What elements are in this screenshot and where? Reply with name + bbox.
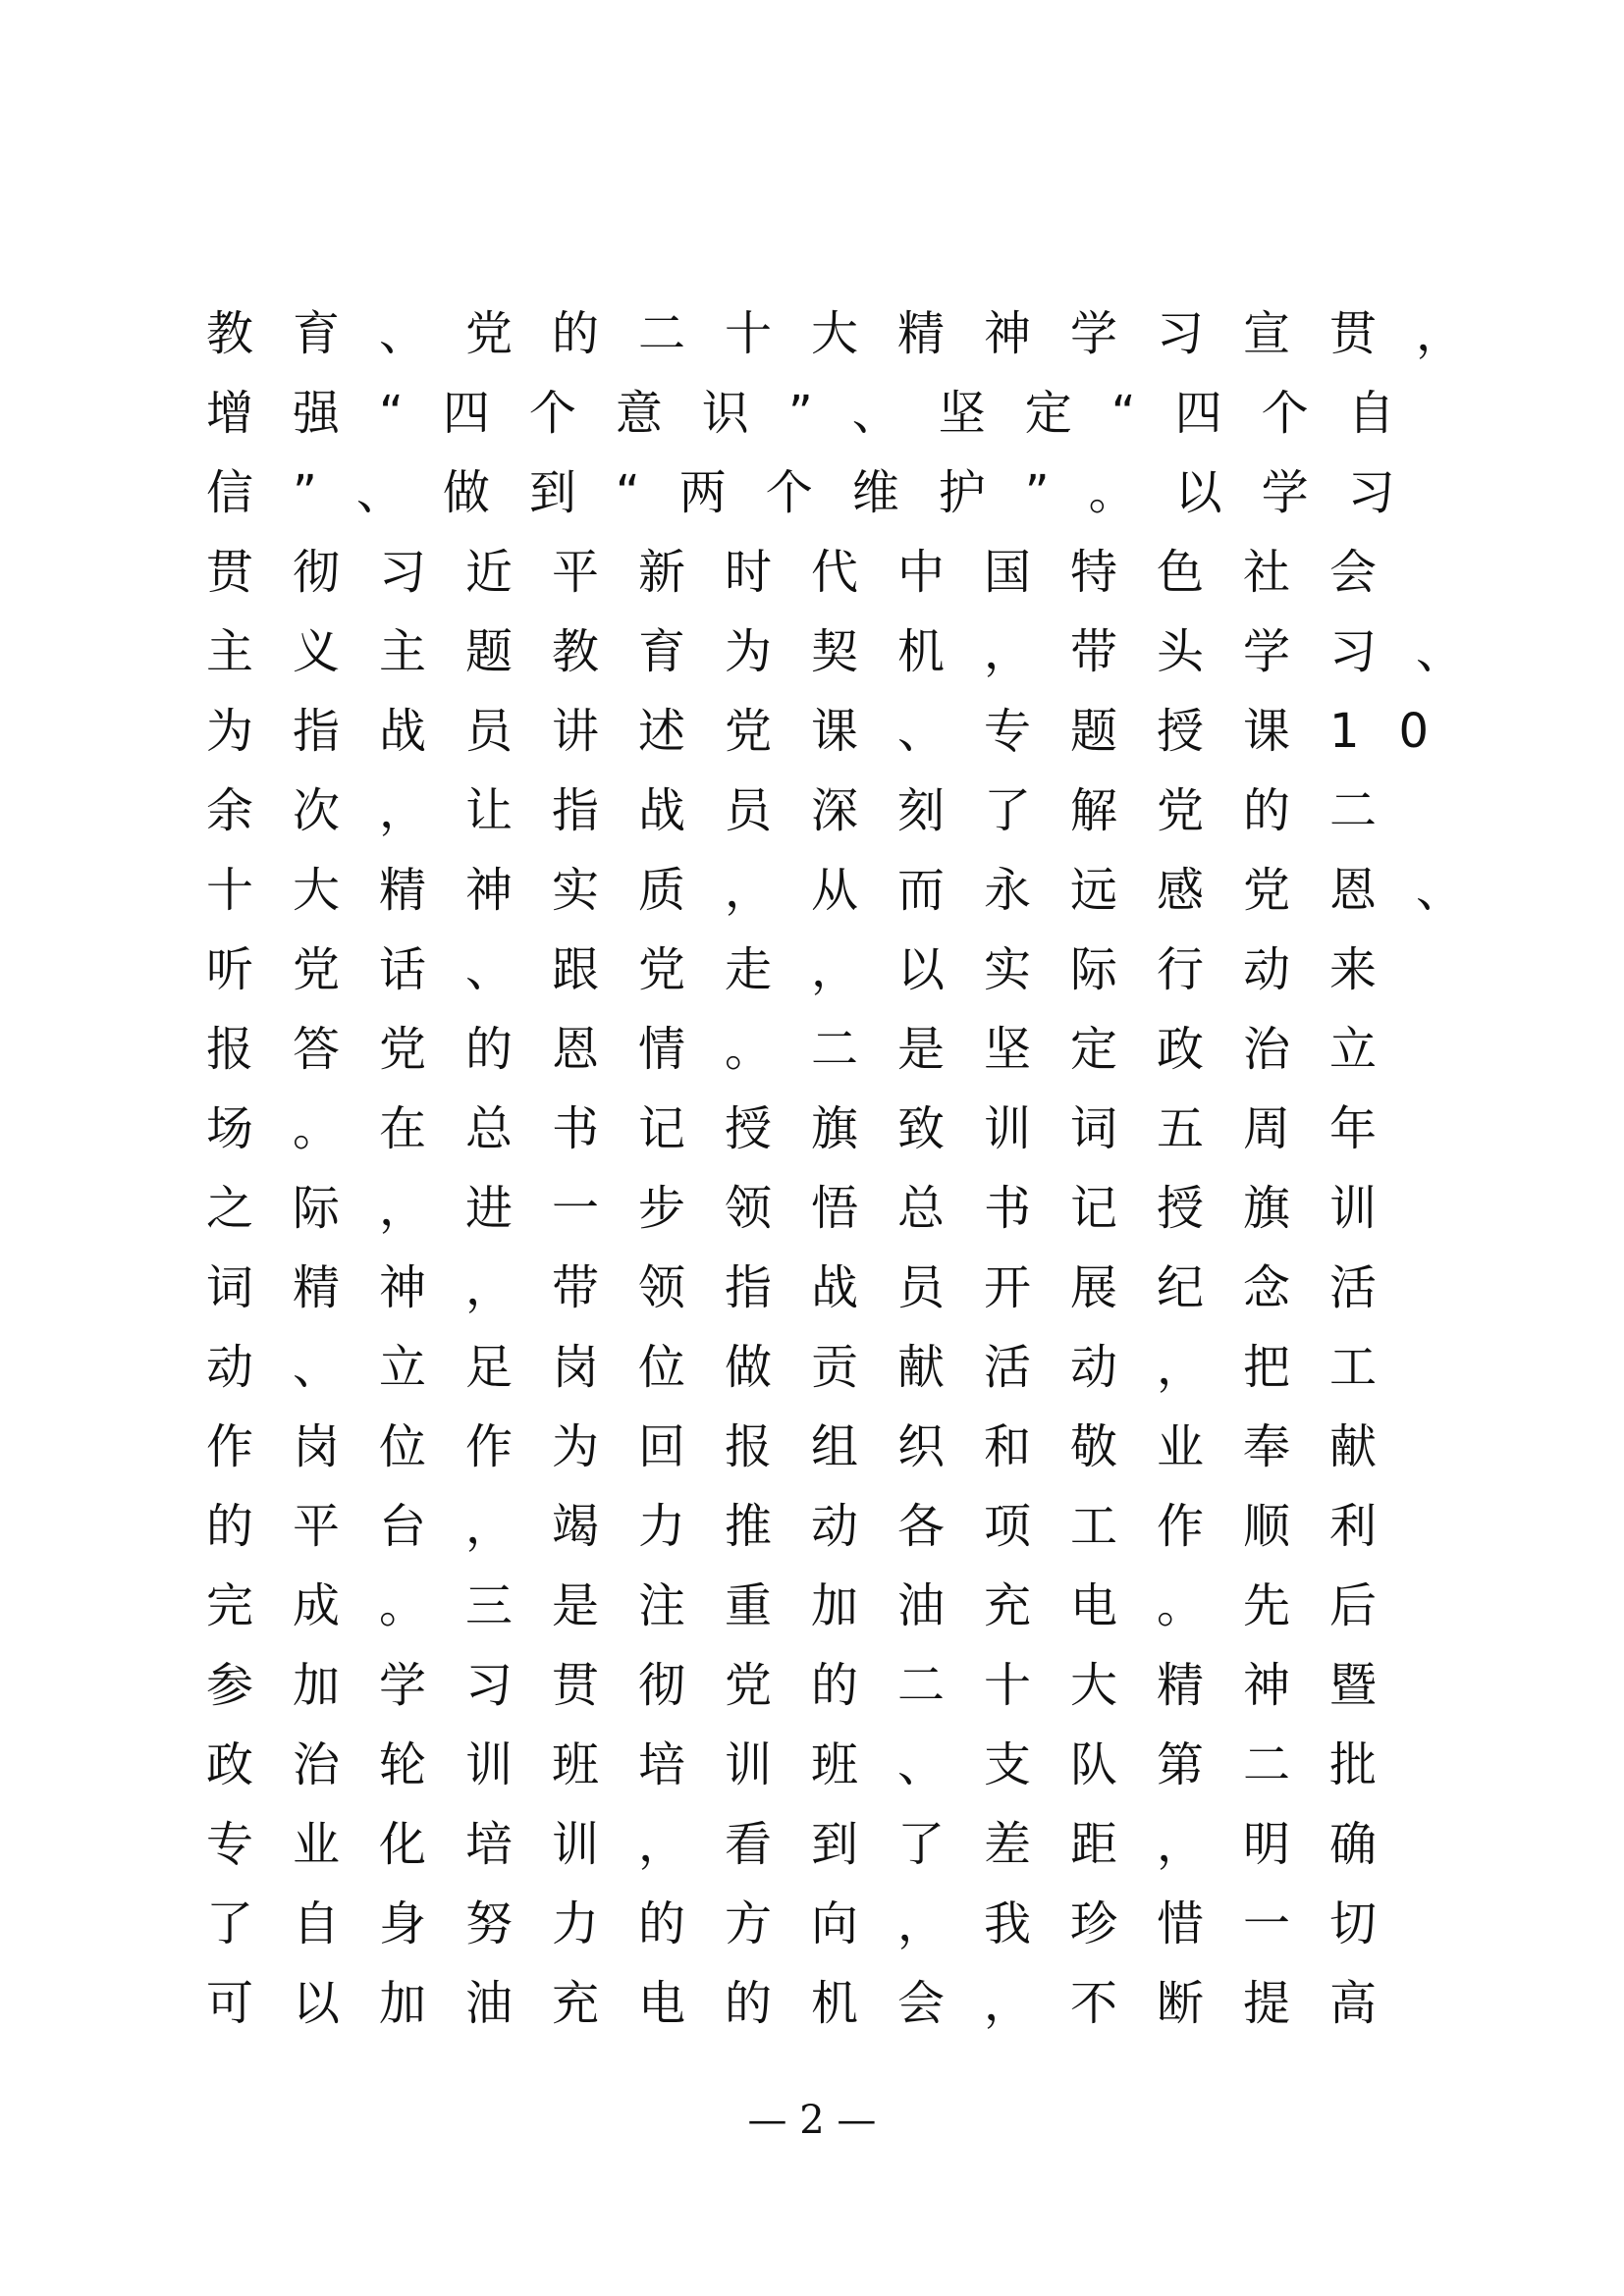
text-line-8: 十大精神实质，从而永远感党恩、 [206, 863, 1503, 918]
text-line-7: 余次，让指战员深刻了解党的二 [206, 783, 1417, 838]
text-line-19: 政治轮训班培训班、支队第二批 [206, 1737, 1417, 1792]
text-line-5: 主义主题教育为契机，带头学习、 [206, 624, 1503, 679]
text-line-14: 动、立足岗位做贡献活动，把工 [206, 1340, 1417, 1395]
text-line-18: 参加学习贯彻党的二十大精神暨 [206, 1658, 1417, 1713]
text-line-17: 完成。三是注重加油充电。先后 [206, 1578, 1417, 1633]
text-line-13: 词精神，带领指战员开展纪念活 [206, 1260, 1417, 1315]
text-line-11: 场。在总书记授旗致训词五周年 [206, 1101, 1417, 1156]
text-line-22: 可以加油充电的机会，不断提高 [206, 1976, 1417, 2031]
text-line-10: 报答党的恩情。二是坚定政治立 [206, 1022, 1417, 1077]
text-line-15: 作岗位作为回报组织和敬业奉献 [206, 1419, 1417, 1474]
text-line-4: 贯彻习近平新时代中国特色社会 [206, 545, 1417, 600]
text-line-1: 教育、党的二十大精神学习宣贯， [206, 306, 1503, 361]
page-number: — 2 — [747, 2098, 877, 2143]
text-line-2: 增强“四个意识”、坚定“四个自 [206, 386, 1435, 441]
text-line-6: 为指战员讲述党课、专题授课10 [206, 704, 1469, 759]
body-text [206, 294, 1503, 2044]
text-line-12: 之际，进一步领悟总书记授旗训 [206, 1181, 1417, 1236]
text-line-16: 的平台，竭力推动各项工作顺利 [206, 1499, 1417, 1554]
text-line-9: 听党话、跟党走，以实际行动来 [206, 942, 1417, 997]
text-line-20: 专业化培训，看到了差距，明确 [206, 1817, 1417, 1872]
text-line-21: 了自身努力的方向，我珍惜一切 [206, 1896, 1417, 1951]
text-line-3: 信”、做到“两个维护”。以学习 [206, 465, 1435, 520]
